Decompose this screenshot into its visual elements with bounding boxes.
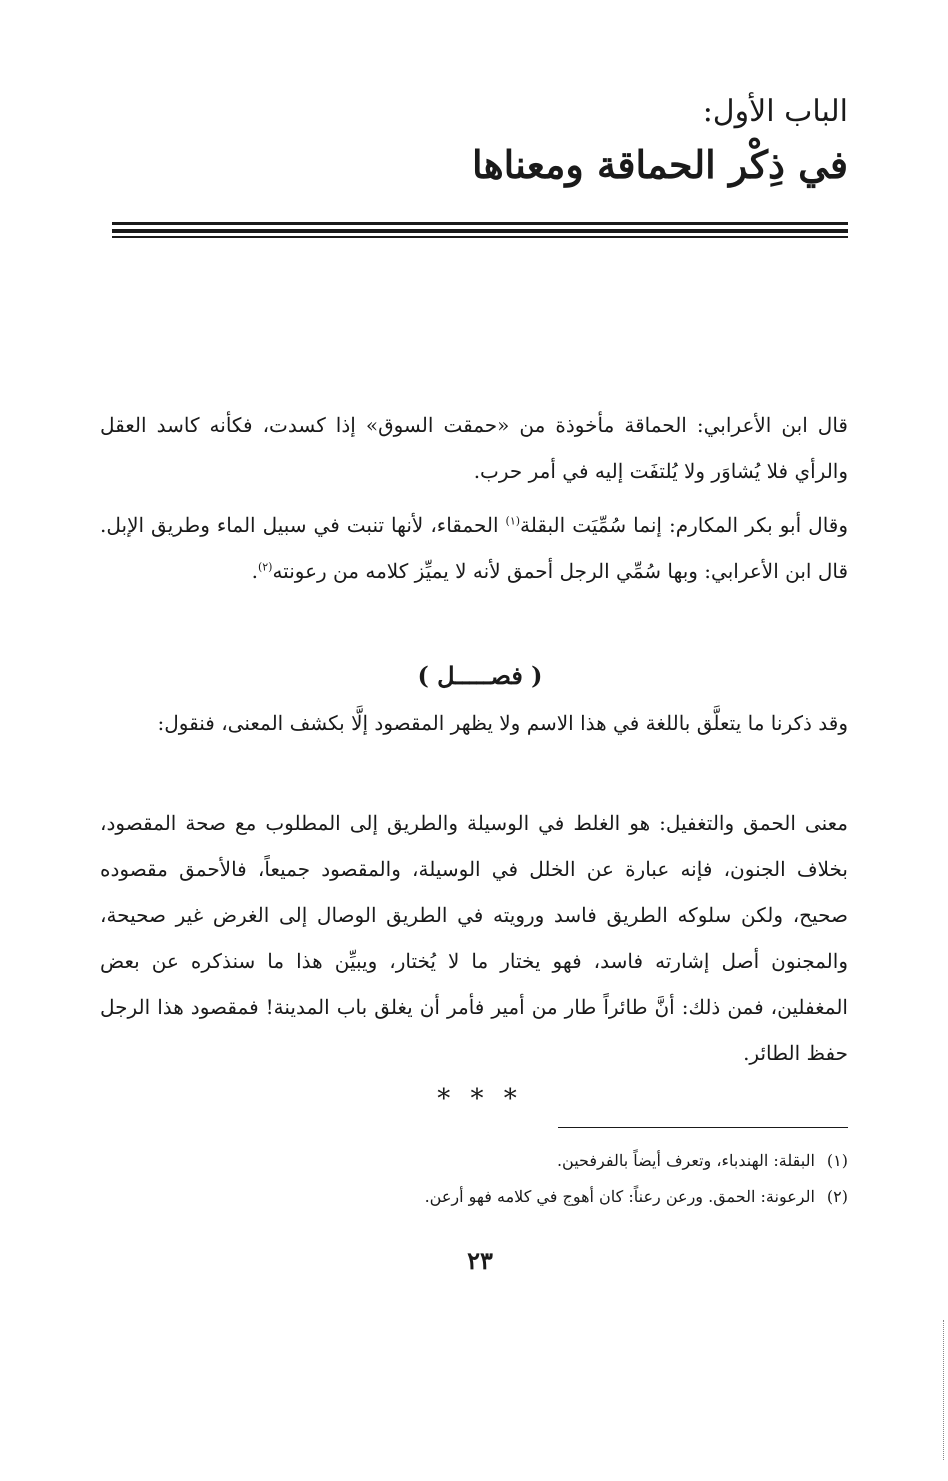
header-rule-middle (112, 229, 848, 233)
paragraph-text-continued: الحمقاء، لأنها تنبت في سبيل الماء وطريق الإبل. قال ابن الأعرابي: وبها سُمِّي الرجل أحمق لأنه لا يميِّز كلامه من رعونته (100, 513, 848, 583)
footnote-number: (١) (826, 1151, 848, 1170)
chapter-label: الباب الأول: (702, 94, 848, 129)
footnote-ref-1: (١) (505, 514, 521, 528)
footnote-divider (558, 1127, 848, 1128)
section-paragraph-intro: وقد ذكرنا ما يتعلَّق باللغة في هذا الاسم ولا يظهر المقصود إلَّا بكشف المعنى، فنقول: (157, 711, 848, 735)
footnote-text: البقلة: الهندباء، وتعرف أيضاً بالفرفحين. (556, 1151, 815, 1170)
footnote-2 (100, 1182, 848, 1212)
scan-edge-mark (943, 1320, 945, 1460)
separator-stars: * * * (437, 1084, 523, 1114)
footnote-1 (100, 1146, 848, 1176)
footnote-ref-2: (٢) (257, 560, 273, 574)
section-paragraph-definition: معنى الحمق والتغفيل: هو الغلط في الوسيلة والطريق إلى المطلوب مع صحة المقصود، بخلاف الجنون، فإنه عبارة عن الخلل في الوسيلة، والمقصود جميعاً، فالأحمق مقصوده صحيح، ولكن سلوكه الطريق فاسد ورويته في الطريق الوصال إلى الغرض غير صحيحة، والمجنون أصل إشارته فاسد، فهو يختار ما لا يُختار، ويبيِّن هذا ما سنذكره عن بعض المغفلين، فمن ذلك: أنَّ طائراً طار من أمير فأمر أن يغلق باب المدينة! فمقصود هذا الرجل حفظ الطائر. (100, 811, 848, 1065)
footnote-text: الرعونة: الحمق. ورعن رعناً: كان أهوج في كلامه فهو أرعن. (424, 1187, 815, 1206)
paragraph-abu-bakr (100, 502, 848, 594)
header-rule-top (112, 222, 848, 225)
paragraph-ibn-al-arabi: قال ابن الأعرابي: الحماقة مأخوذة من «حمقت السوق» إذا كسدت، فكأنه كاسد العقل والرأي فلا يُشاوَر ولا يُلتفَت إليه في أمر حرب. (100, 413, 848, 483)
header-rule-bottom (112, 236, 848, 238)
section-heading: ( فصـــــل ) (417, 661, 543, 690)
chapter-title: في ذِكْر الحماقة ومعناها (472, 142, 848, 187)
page-number: ٢٣ (467, 1246, 493, 1275)
footnote-number: (٢) (826, 1187, 848, 1206)
paragraph-text-end: . (251, 559, 258, 583)
paragraph-text: وقال أبو بكر المكارم: إنما سُمِّيَت البقلة (520, 513, 849, 537)
